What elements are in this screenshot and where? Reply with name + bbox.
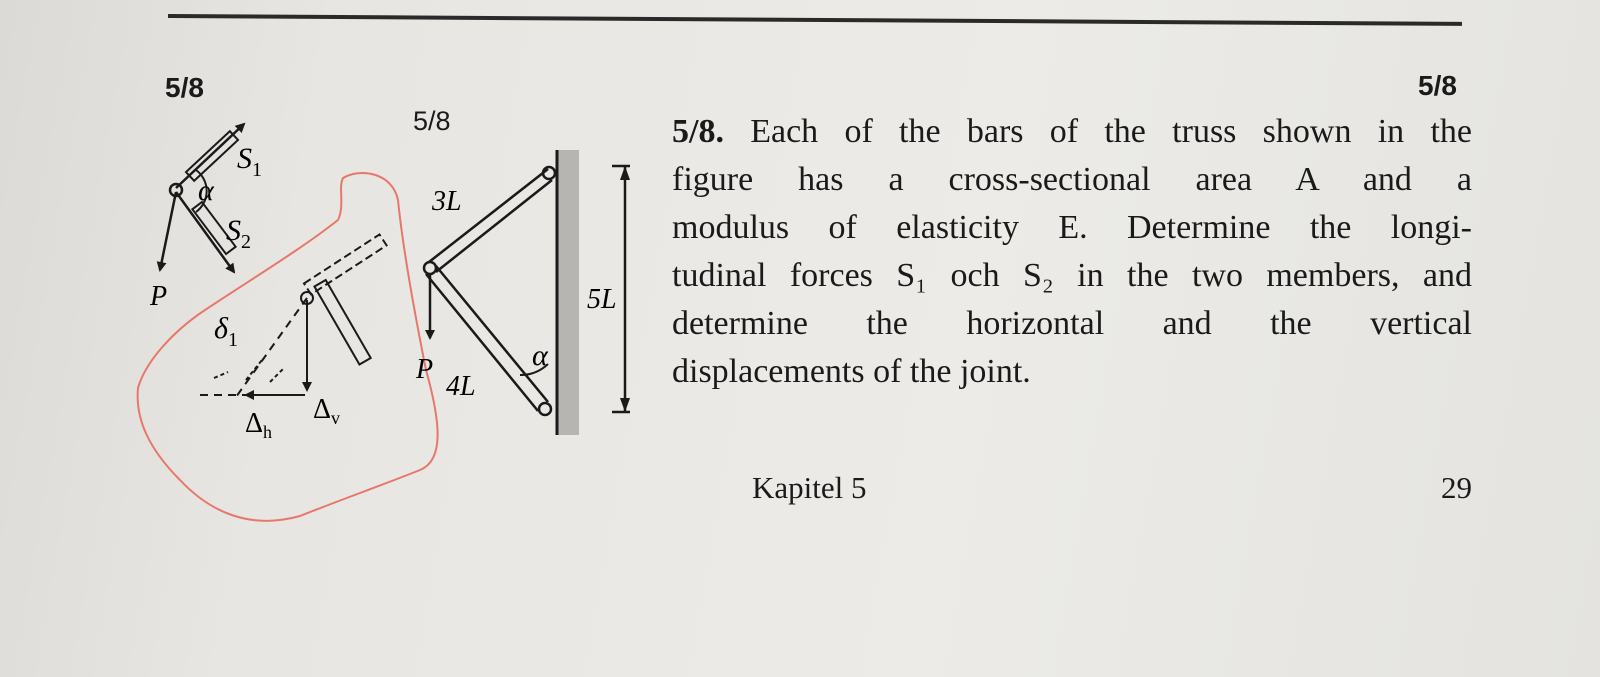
label-3l: 3L [432, 186, 462, 217]
corner-problem-number-left: 5/8 [165, 72, 204, 103]
footer-chapter: Kapitel 5 [752, 470, 867, 505]
figure-number: 5/8 [413, 106, 451, 136]
problem-line-3: modulus of elasticity E. Determine the longi- [672, 209, 1472, 246]
wall-pin-lower [539, 403, 551, 415]
truss-joint [424, 262, 436, 274]
problem-number: 5/8. [672, 113, 724, 150]
sketch-dash-1 [236, 298, 307, 397]
problem-line-1: 5/8. Each of the bars of the truss shown in the [672, 113, 1472, 150]
label-s1: $S_1$ [237, 142, 262, 181]
red-annotation-outline [138, 173, 438, 521]
problem-statement [672, 108, 1472, 396]
label-delta1: $\delta_1$ [214, 312, 238, 351]
label-5l: 5L [587, 284, 617, 315]
label-p-main: P [416, 354, 434, 385]
bar-lower-sketch [314, 280, 370, 364]
footer-page-number: 29 [1441, 470, 1472, 505]
problem-line-5: determine the horizontal and the vertical [672, 305, 1472, 342]
dim-arrow-top [620, 166, 630, 180]
problem-line-4: tudinal forces S₁ och S₂ in the two members, and [672, 257, 1472, 294]
label-4l: 4L [446, 371, 476, 402]
displacement-sketch [138, 173, 438, 521]
label-delta-h: $\Delta_h$ [245, 408, 273, 442]
problem-line-6: displacements of the joint. [672, 353, 1031, 390]
load-p-arrow [160, 192, 176, 270]
bar-lower-edge-1 [426, 274, 538, 411]
label-alpha-main: α [532, 339, 548, 372]
label-alpha-small: α [198, 174, 214, 207]
corner-problem-number-right: 5/8 [1418, 70, 1457, 101]
dim-arrow-bottom [620, 398, 630, 412]
label-p-small: P [150, 281, 168, 312]
wall-hatch [557, 150, 579, 435]
problem-line-2: figure has a cross-sectional area A and a [672, 161, 1472, 198]
label-s2: $S_2$ [226, 214, 251, 253]
label-delta-v: $\Delta_v$ [313, 394, 341, 428]
